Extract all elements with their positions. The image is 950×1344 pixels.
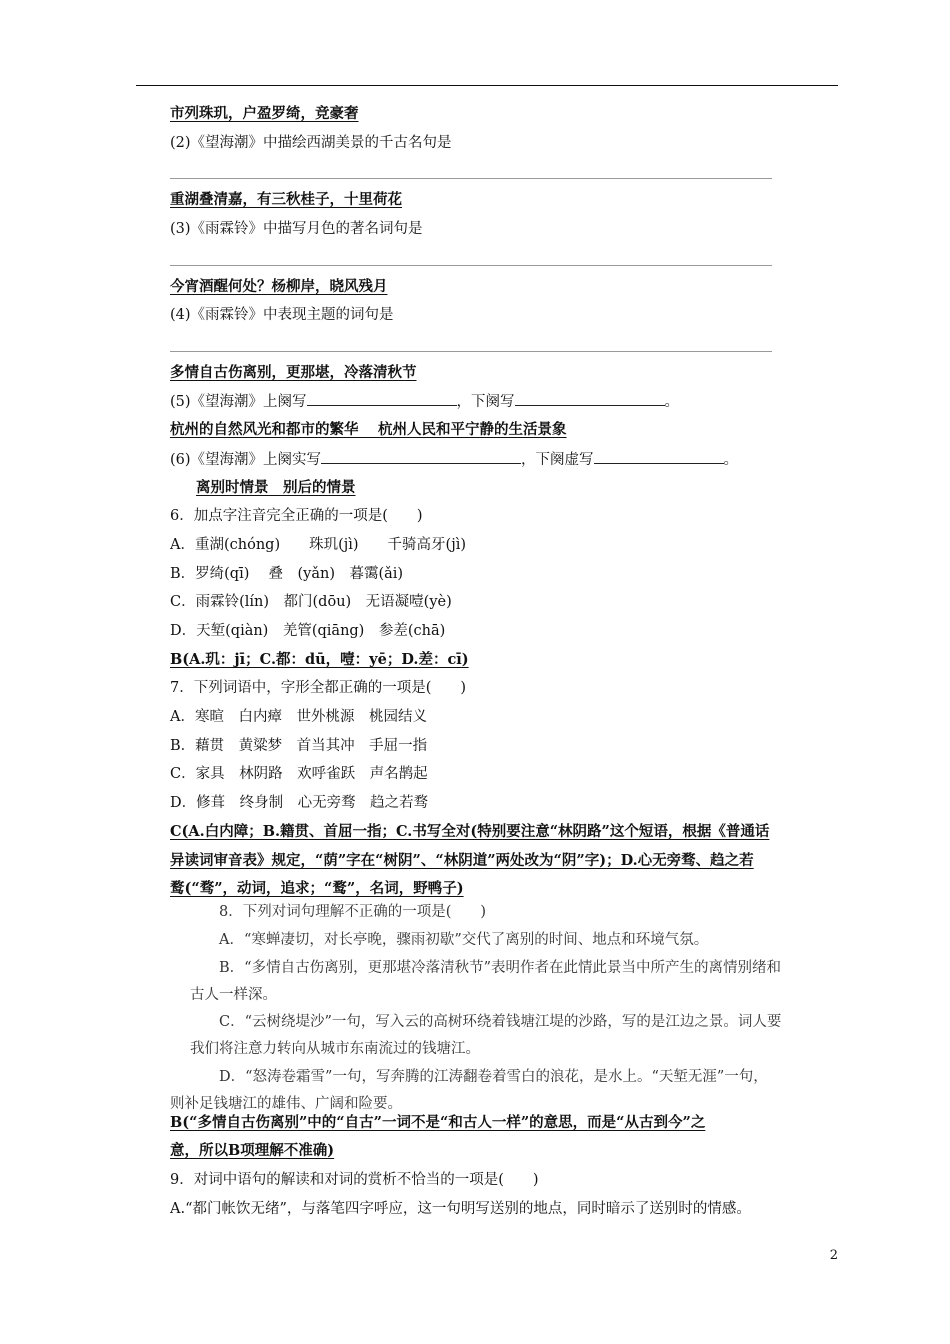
question-6-sub-end: 。 — [723, 452, 739, 468]
question-3: (3)《雨霖铃》中描写月色的著名词句是 — [170, 221, 423, 237]
question-7-option-a: A．寒暄 白内瘴 世外桃源 桃园结义 — [170, 709, 427, 725]
question-7-option-b: B．藉贯 黄粱梦 首当其冲 手屈一指 — [170, 738, 428, 754]
question-5-end: 。 — [664, 394, 680, 410]
answer-2: 重湖叠清嘉，有三秋桂子，十里荷花 — [170, 191, 402, 208]
question-8: 8．下列对词句理解不正确的一项是( ) — [219, 904, 487, 920]
fill-blank — [321, 449, 521, 464]
answer-blank-3 — [170, 265, 772, 266]
question-8-option-b-line-1: B．“多情自古伤离别，更那堪冷落清秋节”表明作者在此情此景当中所产生的离情别绪和 — [219, 960, 781, 976]
question-8-option-c-line-2: 我们将注意力转向从城市东南流过的钱塘江。 — [190, 1041, 480, 1057]
answer-6-sub: 离别时情景 别后的情景 — [196, 479, 356, 496]
answer-blank-4 — [170, 351, 772, 352]
question-6-sub-middle: ，下阕虚写 — [521, 452, 594, 468]
answer-blank-2 — [170, 178, 772, 179]
answer-1: 市列珠玑，户盈罗绮，竞豪奢 — [170, 105, 359, 122]
question-7-option-c: C．家具 林阴路 欢呼雀跃 声名鹊起 — [170, 766, 428, 782]
question-7: 7．下列词语中，字形全都正确的一项是( ) — [170, 680, 467, 696]
question-6-option-c: C．雨霖铃(lín) 都门(dōu) 无语凝噎(yè) — [170, 594, 452, 610]
fill-blank — [515, 391, 665, 406]
answer-8-line-1: B(“多情自古伤离别”中的“自古”一词不是“和古人一样”的意思，而是“从古到今”之 — [170, 1114, 706, 1131]
question-8-option-d-line-1: D．“怒涛卷霜雪”一句，写奔腾的江涛翻卷着雪白的浪花，是水上。“天堑无涯”一句， — [219, 1069, 768, 1085]
page-number: 2 — [829, 1248, 838, 1263]
answer-7-line-1: C(A.白内障；B.籍贯、首屈一指；C.书写全对(特别要注意“林阴路”这个短语，根据《普通话 — [170, 823, 770, 840]
question-6: 6．加点字注音完全正确的一项是( ) — [170, 508, 423, 524]
question-9: 9．对词中语句的解读和对词的赏析不恰当的一项是( ) — [170, 1172, 539, 1188]
answer-6: B(A.玑：jī；C.都：dū，噎：yē；D.差：cī) — [170, 651, 469, 668]
answer-5: 杭州的自然风光和都市的繁华 杭州人民和平宁静的生活景象 — [170, 421, 567, 438]
question-5-prefix: (5)《望海潮》上阕写 — [170, 394, 307, 410]
question-2: (2)《望海潮》中描绘西湖美景的千古名句是 — [170, 135, 452, 151]
question-8-option-b-line-2: 古人一样深。 — [190, 987, 277, 1003]
question-8-option-d-line-2: 则补足钱塘江的雄伟、广阔和险要。 — [170, 1096, 402, 1112]
question-5-middle: ，下阕写 — [456, 394, 515, 410]
question-6-option-d: D．天堑(qiàn) 羌管(qiāng) 参差(chā) — [170, 623, 446, 639]
question-8-option-c-line-1: C．“云树绕堤沙”一句，写入云的高树环绕着钱塘江堤的沙路，写的是江边之景。词人要 — [219, 1014, 782, 1030]
fill-blank — [307, 391, 457, 406]
question-6-sub-prefix: (6)《望海潮》上阕实写 — [170, 452, 322, 468]
answer-8-line-2: 意，所以B项理解不准确) — [170, 1142, 335, 1159]
question-7-option-d: D．修葺 终身制 心无旁骛 趋之若骛 — [170, 795, 429, 811]
fill-blank — [594, 449, 724, 464]
question-8-option-a: A．“寒蝉凄切，对长亭晚，骤雨初歇”交代了离别的时间、地点和环境气氛。 — [219, 932, 709, 948]
question-6-option-b: B．罗绮(qī) 叠 (yǎn) 暮霭(ǎi) — [170, 566, 404, 582]
answer-3: 今宵酒醒何处？杨柳岸，晓风残月 — [170, 278, 388, 295]
answer-7-line-2: 异读词审音表》规定，“荫”字在“树阴”、“林阴道”两处改为“阴”字)；D.心无旁骛、趋之若 — [170, 852, 754, 869]
question-5 — [170, 391, 679, 412]
question-6-option-a: A．重湖(chóng) 珠玑(jì) 千骑高牙(jì) — [170, 537, 466, 553]
question-4: (4)《雨霖铃》中表现主题的词句是 — [170, 307, 394, 323]
answer-7-line-3: 鹜(“骛”，动词，追求；“鹜”，名词，野鸭子) — [170, 880, 464, 897]
answer-4: 多情自古伤离别，更那堪，冷落清秋节 — [170, 364, 417, 381]
header-rule — [136, 85, 838, 86]
question-9-option-a: A.“都门帐饮无绪”，与落笔四字呼应，这一句明写送别的地点，同时暗示了送别时的情感。 — [170, 1201, 751, 1217]
question-6-sub — [170, 449, 738, 470]
